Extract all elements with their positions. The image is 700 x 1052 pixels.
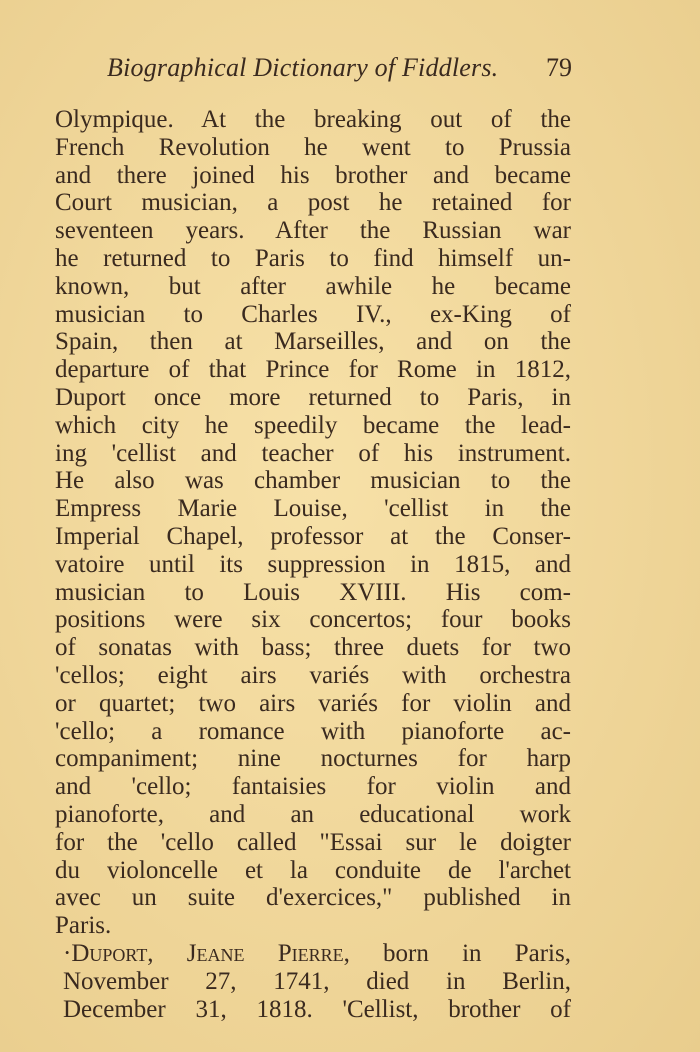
entry-marker: · <box>63 939 72 967</box>
text-line: he returned to Paris to find himself un- <box>55 244 571 272</box>
text-line: du violoncelle et la conduite de l'archet <box>55 856 571 884</box>
text-line: He also was chamber musician to the <box>55 467 571 495</box>
text-line: Duport once more returned to Paris, in <box>55 383 571 411</box>
entry-first-line-rest: born in Paris, <box>349 939 571 967</box>
text-line: Paris. <box>55 912 112 940</box>
text-line: Spain, then at Marseilles, and on the <box>55 328 571 356</box>
text-line: December 31, 1818. 'Cellist, brother of <box>63 995 571 1023</box>
page-number: 79 <box>546 53 572 82</box>
text-line: which city he speedily became the lead- <box>55 411 571 439</box>
entry-name: Duport, Jeane Pierre, <box>71 939 350 967</box>
text-line: known, but after awhile he became <box>55 272 571 300</box>
text-line: seventeen years. After the Russian war <box>55 217 571 245</box>
text-line: 'cello; a romance with pianoforte ac- <box>55 717 571 745</box>
text-line: 'cellos; eight airs variés with orchestra <box>55 661 571 689</box>
text-line: musician to Charles IV., ex-King of <box>55 300 571 328</box>
text-line: and there joined his brother and became <box>55 161 571 189</box>
text-line: musician to Louis XVIII. His com- <box>55 578 571 606</box>
text-line: departure of that Prince for Rome in 1812, <box>55 356 571 384</box>
text-line: companiment; nine nocturnes for harp <box>55 745 571 773</box>
text-line: vatoire until its suppression in 1815, and <box>55 550 571 578</box>
body-text <box>55 106 571 1023</box>
text-line: and 'cello; fantaisies for violin and <box>55 773 571 801</box>
text-line: French Revolution he went to Prussia <box>55 133 571 161</box>
text-line: Olympique. At the breaking out of the <box>55 106 571 133</box>
text-line: for the 'cello called "Essai sur le doigter <box>55 828 571 856</box>
text-line: ing 'cellist and teacher of his instrument. <box>55 439 571 467</box>
text-line: avec un suite d'exercices," published in <box>55 884 571 912</box>
text-line: pianoforte, and an educational work <box>55 800 571 828</box>
text-line: of sonatas with bass; three duets for two <box>55 634 571 662</box>
text-line: November 27, 1741, died in Berlin, <box>63 967 571 995</box>
text-line: Imperial Chapel, professor at the Conser- <box>55 522 571 550</box>
text-line: Court musician, a post he retained for <box>55 189 571 217</box>
text-line: Empress Marie Louise, 'cellist in the <box>55 495 571 523</box>
entry-heading-line <box>55 940 571 968</box>
running-head <box>0 48 700 88</box>
text-line: positions were six concertos; four books <box>55 606 571 634</box>
running-title: Biographical Dictionary of Fiddlers. <box>107 53 499 82</box>
text-line: or quartet; two airs variés for violin and <box>55 689 571 717</box>
